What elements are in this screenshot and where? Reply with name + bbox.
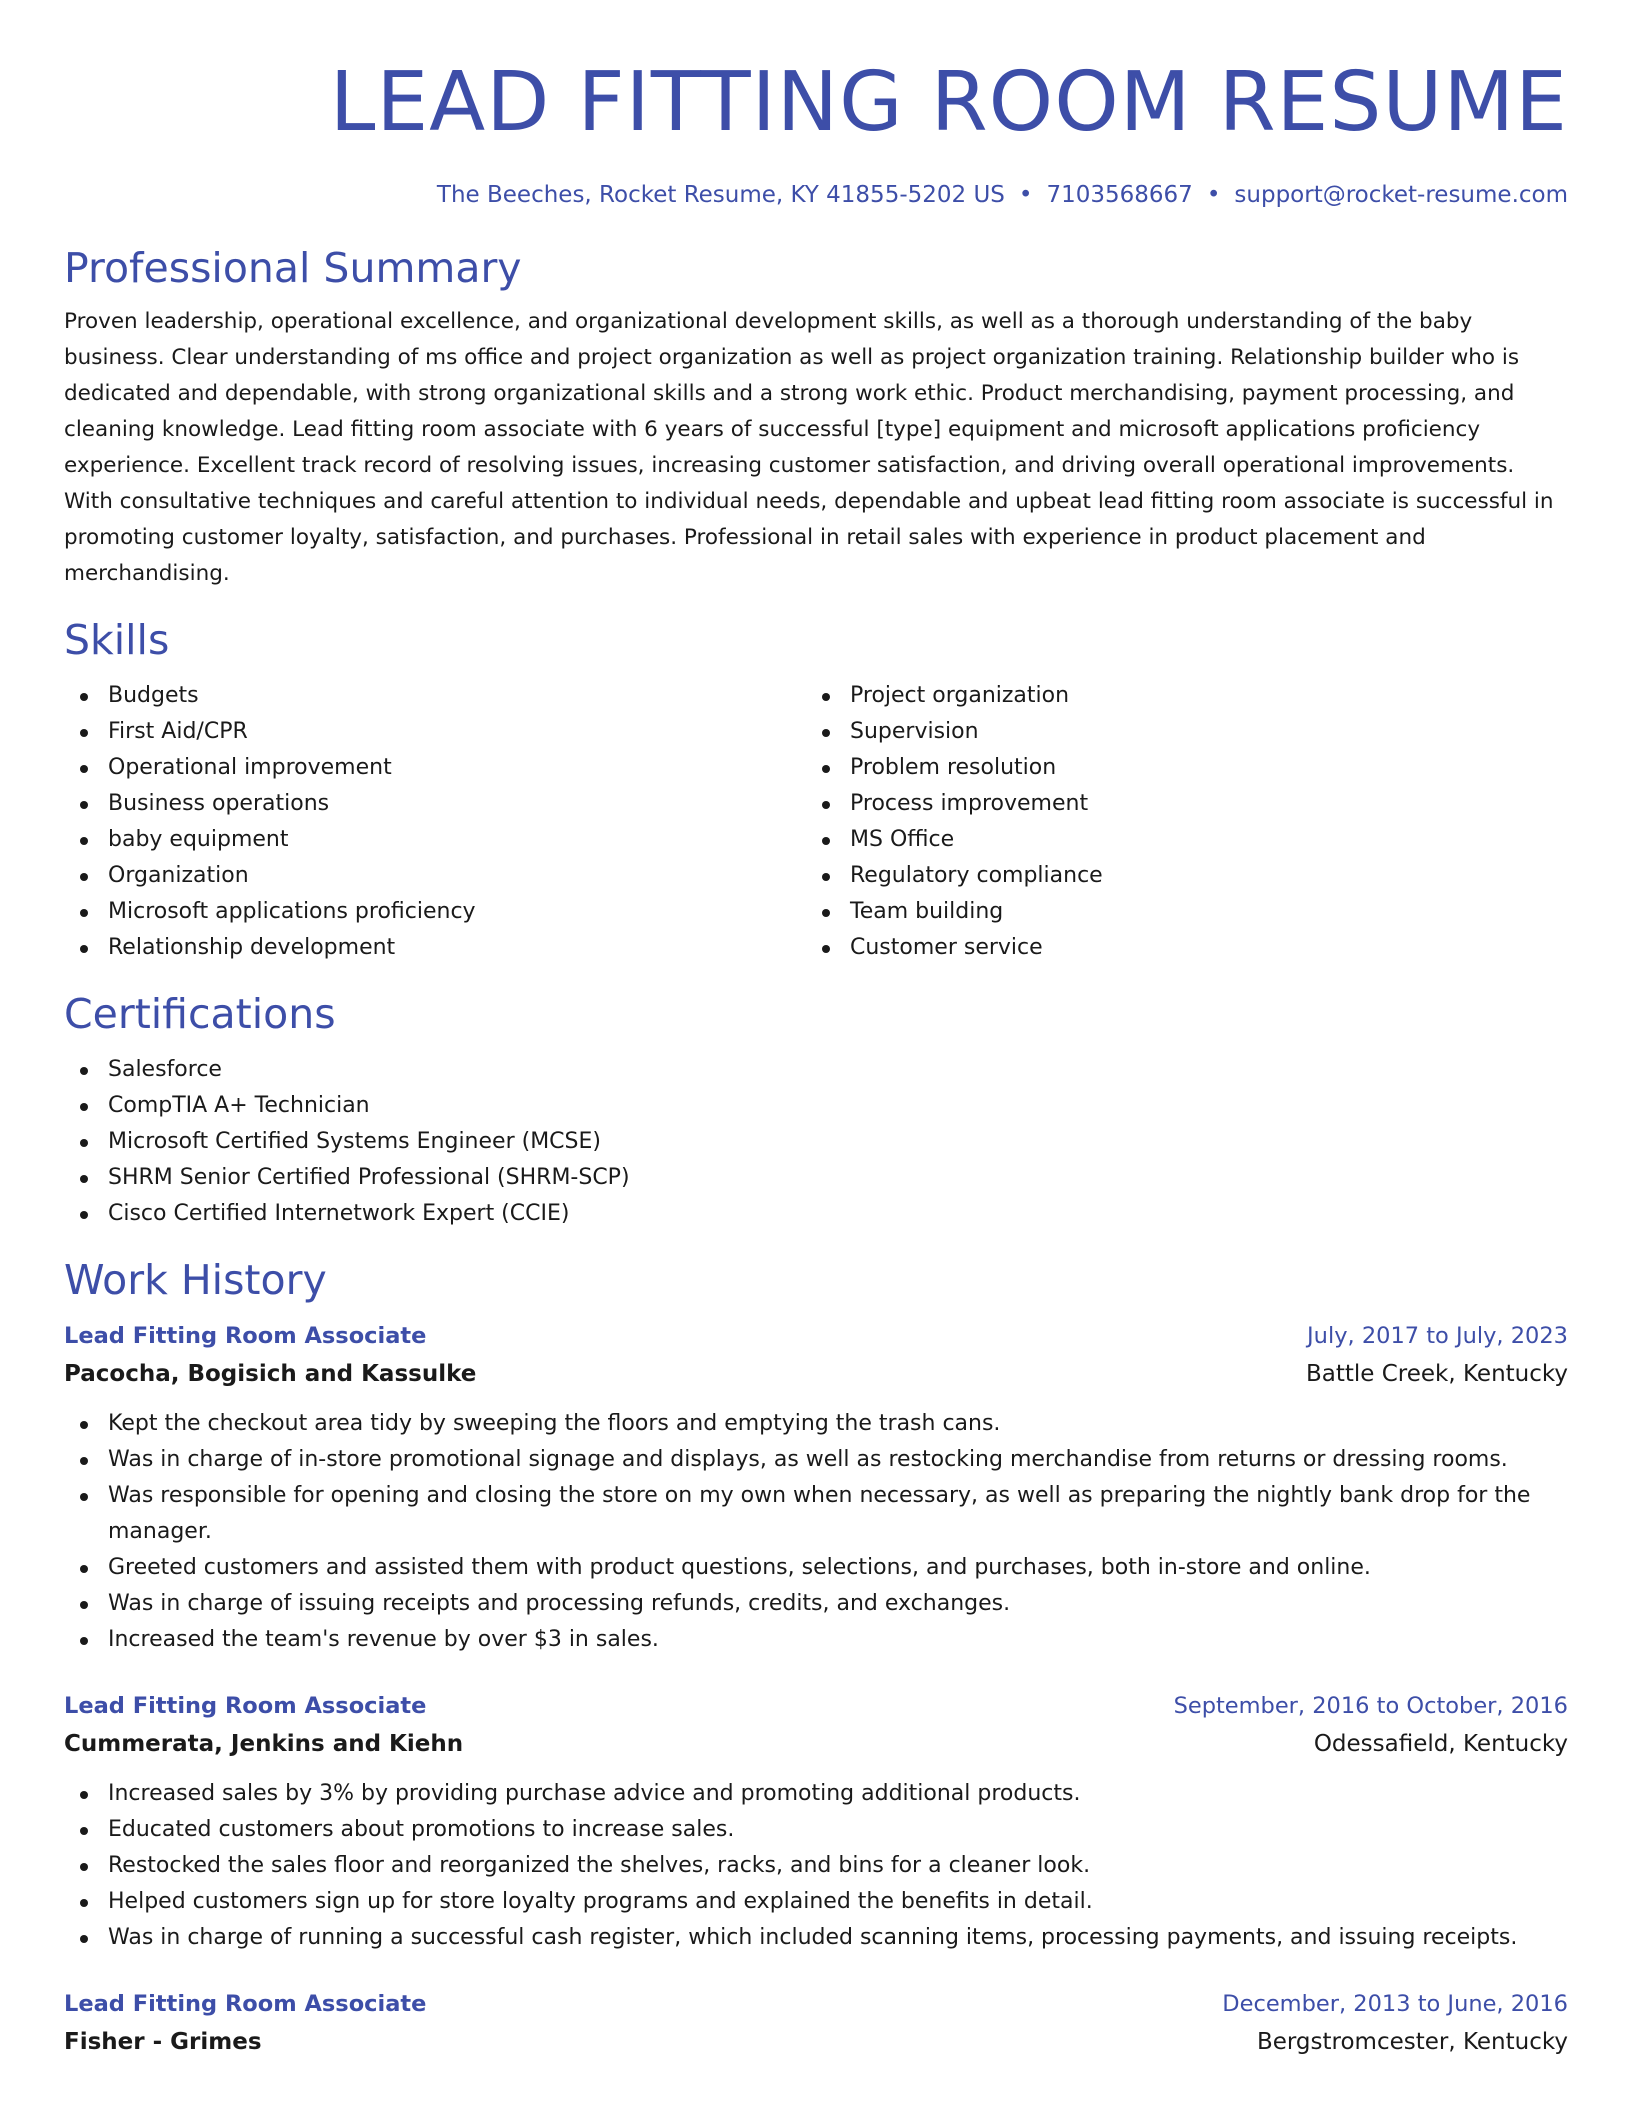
job-dates: December, 2013 to June, 2016 [1222,1991,1568,2017]
certification-item: SHRM Senior Certified Professional (SHRM-SCP) [64,1160,1568,1196]
job-entry [64,1318,1568,1658]
job-duty-item: Was in charge of in-store promotional signage and displays, as well as restocking merchandise from returns or dressing rooms. [64,1442,1568,1478]
job-company: Pacocha, Bogisich and Kassulke [64,1361,477,1387]
skills-column-right [806,678,1548,966]
job-entry [64,1688,1568,1956]
certification-item: Cisco Certified Internetwork Expert (CCIE) [64,1196,1568,1232]
skill-item: Regulatory compliance [806,858,1548,894]
skill-item: Problem resolution [806,750,1548,786]
work-history-section [64,1252,1568,2062]
job-title: Lead Fitting Room Associate [64,1323,427,1349]
skill-item: MS Office [806,822,1548,858]
skills-grid [64,678,1568,966]
skills-title: Skills [64,616,170,664]
job-company: Fisher - Grimes [64,2029,262,2055]
job-duty-item: Was in charge of issuing receipts and processing refunds, credits, and exchanges. [64,1586,1568,1622]
job-header-row [64,1986,1568,2022]
work-history-title: Work History [64,1256,327,1304]
job-duty-item: Kept the checkout area tidy by sweeping the floors and emptying the trash cans. [64,1406,1568,1442]
skill-item: Microsoft applications proficiency [64,894,806,930]
skills-section [64,612,1568,966]
skill-item: Relationship development [64,930,806,966]
job-duties-list [64,1406,1568,1658]
skill-item: Supervision [806,714,1548,750]
certification-item: CompTIA A+ Technician [64,1088,1568,1124]
skill-item: Organization [64,858,806,894]
job-location: Bergstromcester, Kentucky [1256,2029,1568,2055]
job-company-row [64,1354,1568,1394]
contact-address: The Beeches, Rocket Resume, KY 41855-5202 US [436,182,1005,208]
job-company: Cummerata, Jenkins and Kiehn [64,1731,464,1757]
job-company-row [64,1724,1568,1764]
job-duty-item: Greeted customers and assisted them with product questions, selections, and purchases, both in-store and online. [64,1550,1568,1586]
resume-name: LEAD FITTING ROOM RESUME [329,55,1568,150]
job-header-row [64,1318,1568,1354]
contact-separator: • [1206,182,1221,208]
job-duty-item: Restocked the sales floor and reorganized the shelves, racks, and bins for a cleaner look. [64,1848,1568,1884]
job-title: Lead Fitting Room Associate [64,1991,427,2017]
skill-item: Budgets [64,678,806,714]
job-duties-list [64,1776,1568,1956]
job-duty-item: Educated customers about promotions to increase sales. [64,1812,1568,1848]
job-title: Lead Fitting Room Associate [64,1693,427,1719]
skill-item: Operational improvement [64,750,806,786]
job-header-row [64,1688,1568,1724]
certifications-section [64,986,1568,1232]
job-dates: July, 2017 to July, 2023 [1307,1323,1568,1349]
summary-text: Proven leadership, operational excellence, and organizational development skills, as well as a thorough understanding of the baby business. Clear understanding of ms office and project organization as well as project organization training. Relationship builder who is dedicated and dependable, with strong organizational skills and a strong work ethic. Product merchandising, payment processing, and cleaning knowledge. Lead fitting room associate with 6 years of successful [type] equipment and microsoft applications proficiency experience. Excellent track record of resolving issues, increasing customer satisfaction, and driving overall operational improvements. With consultative techniques and careful attention to individual needs, dependable and upbeat lead fitting room associate is successful in promoting customer loyalty, satisfaction, and purchases. Professional in retail sales with experience in product placement and merchandising. [64,309,1554,586]
skill-item: Business operations [64,786,806,822]
certification-item: Microsoft Certified Systems Engineer (MCSE) [64,1124,1568,1160]
job-duty-item: Increased sales by 3% by providing purchase advice and promoting additional products. [64,1776,1568,1812]
job-company-row [64,2022,1568,2062]
contact-email: support@rocket-resume.com [1234,182,1568,208]
skill-item: Team building [806,894,1548,930]
certification-item: Salesforce [64,1052,1568,1088]
skill-item: Process improvement [806,786,1548,822]
summary-title: Professional Summary [64,244,522,292]
job-entry [64,1986,1568,2062]
certifications-list [64,1052,1568,1232]
contact-line [64,178,1568,212]
skill-item: First Aid/CPR [64,714,806,750]
skills-column-left [64,678,806,966]
summary-section [64,240,1568,592]
skill-item: Customer service [806,930,1548,966]
contact-phone: 7103568667 [1046,182,1193,208]
skill-item: Project organization [806,678,1548,714]
contact-separator: • [1018,182,1033,208]
resume-header [64,0,1568,212]
skills-list-left [64,678,806,966]
certifications-title: Certifications [64,990,336,1038]
job-dates: September, 2016 to October, 2016 [1173,1693,1568,1719]
job-location: Odessafield, Kentucky [1313,1731,1568,1757]
job-duty-item: Was responsible for opening and closing the store on my own when necessary, as well as preparing the nightly bank drop for the manager. [64,1478,1568,1550]
job-duty-item: Was in charge of running a successful cash register, which included scanning items, processing payments, and issuing receipts. [64,1920,1568,1956]
skill-item: baby equipment [64,822,806,858]
skills-list-right [806,678,1548,966]
job-duty-item: Increased the team's revenue by over $3 in sales. [64,1622,1568,1658]
job-duty-item: Helped customers sign up for store loyalty programs and explained the benefits in detail. [64,1884,1568,1920]
job-location: Battle Creek, Kentucky [1305,1361,1568,1387]
